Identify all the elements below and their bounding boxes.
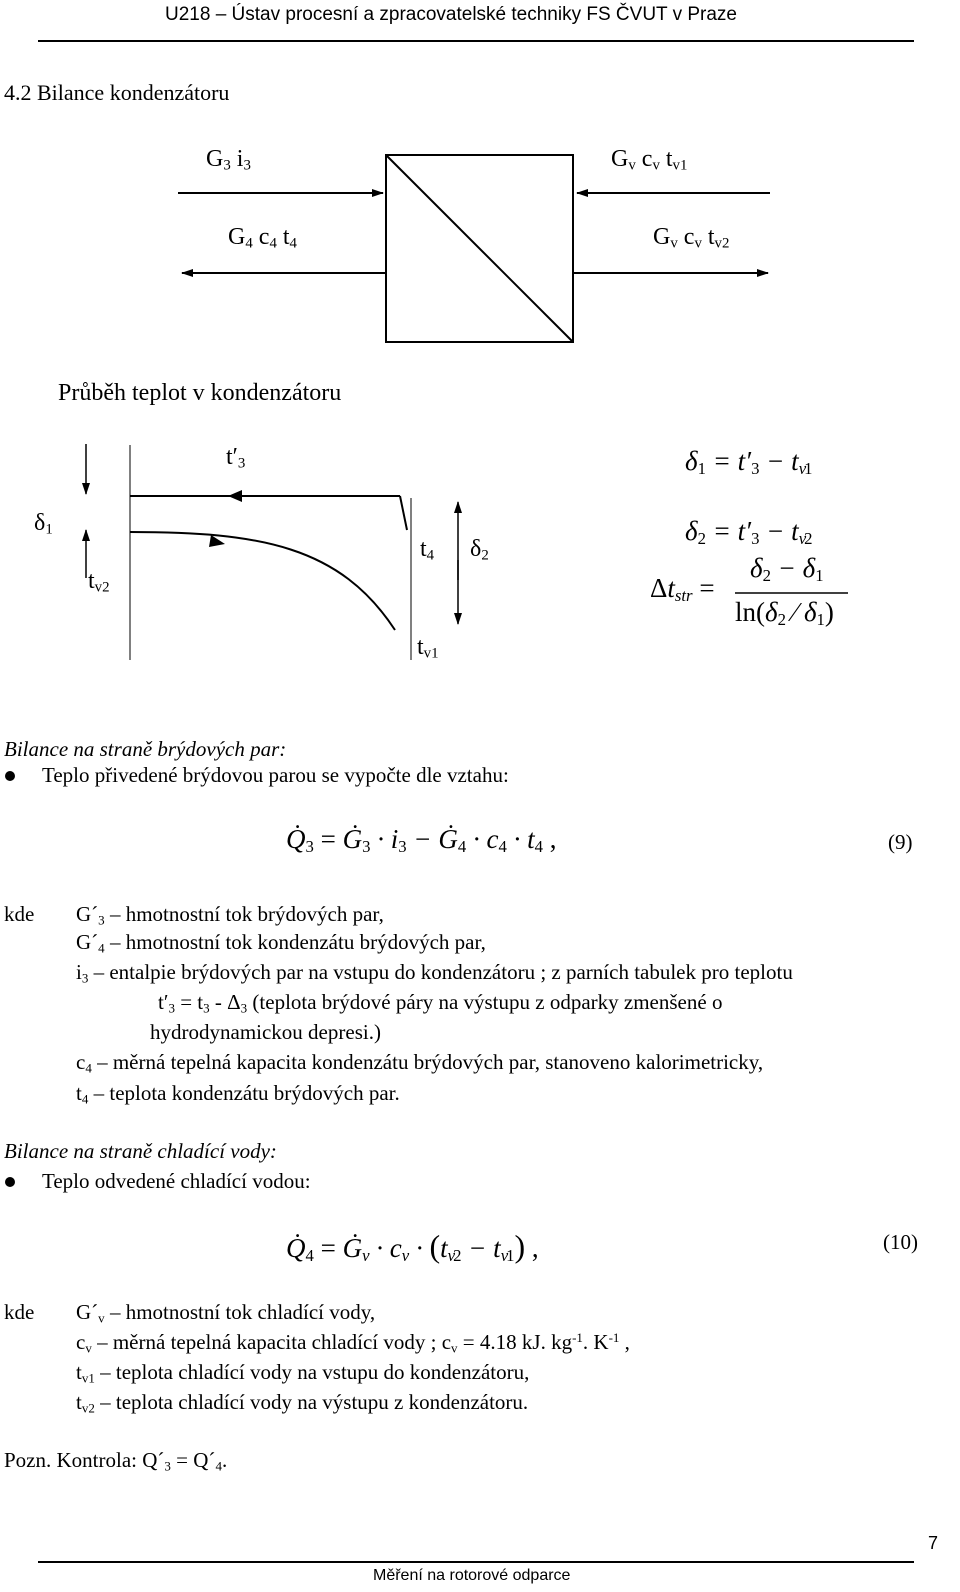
water-bullet-text: Teplo odvedené chladící vodou:	[42, 1169, 311, 1193]
footer-rule	[38, 1561, 914, 1563]
label-vapor-in: $G_3$ $i_3$	[206, 146, 251, 174]
kde-label: kde	[4, 902, 35, 926]
label-t3-prime: $t'_3$	[226, 444, 246, 472]
vapor-bullet-text: Teplo přivedené brýdovou parou se vypočte dle vztahu:	[42, 763, 509, 787]
formula-dt-lhs: $\Delta t_{str}$ =	[650, 573, 715, 606]
def-g4: $G´_4$ – hmotnostní tok kondenzátu brýdových par,	[76, 930, 486, 956]
label-t4: $t_4$	[420, 536, 435, 564]
kde-label: kde	[4, 1300, 35, 1324]
equation-9: $Q̇_3$ = $Ġ_3 \cdot i_3$ − $Ġ_4 \cdot c_4 \cdot t_4$ ,	[286, 824, 557, 857]
label-water-in: $G_v$ $c_v$ $t_{v1}$	[611, 146, 688, 174]
label-delta1: $\delta_1$	[34, 510, 53, 538]
footer-title: Měření na rotorové odparce	[373, 1567, 571, 1584]
def-tv2: $t_{v2}$ – teplota chladící vody na výstupu z kondenzátoru.	[76, 1390, 529, 1416]
label-condensate-out: $G_4$ $c_4$ $t_4$	[228, 224, 297, 252]
def-cv: $c_v$ – měrná tepelná kapacita chladící vody ; $c_v = 4.18$ kJ. $kg^{-1}$. $K^{-1}$ ,	[76, 1330, 630, 1356]
equation-number-9: (9)	[888, 830, 913, 854]
def-c4: $c_4$ – měrná tepelná kapacita kondenzátu brýdových par, stanoveno kalorimetricky,	[76, 1050, 764, 1076]
label-tv1: $t_{v1}$	[417, 634, 439, 662]
bullet-dot	[5, 771, 15, 781]
def-tv1: $t_{v1}$ – teplota chladící vody na vstupu do kondenzátoru,	[76, 1360, 530, 1386]
section-title: 4.2 Bilance kondenzátoru	[4, 80, 230, 105]
water-curve	[130, 532, 395, 630]
page-number: 7	[928, 1533, 939, 1553]
equation-10: $Q̇_4$ = $Ġ_v \cdot c_v \cdot (t_{v2} - t_{v1})$ ,	[286, 1228, 539, 1266]
label-delta2: $\delta_2$	[470, 536, 489, 564]
note-control: Pozn. Kontrola: $Q´_3$ = $Q´_4$.	[4, 1448, 228, 1474]
equation-number-10: (10)	[883, 1230, 918, 1254]
profile-title: Průběh teplot v kondenzátoru	[58, 380, 342, 406]
condenser-box	[386, 155, 573, 342]
vapor-heading: Bilance na straně brýdových par:	[4, 737, 287, 761]
header-institute: U218 – Ústav procesní a zpracovatelské techniky FS ČVUT v Praze	[165, 4, 738, 25]
bullet-dot	[5, 1177, 15, 1187]
def-i3: $i_3$ – entalpie brýdových par na vstupu do kondenzátoru ; z parních tabulek pro teplotu	[76, 960, 793, 986]
def-gv: $G´_v$ – hmotnostní tok chladící vody,	[76, 1300, 376, 1326]
subcooling-line	[400, 496, 407, 530]
def-g3: $G´_3$ – hmotnostní tok brýdových par,	[76, 902, 384, 928]
def-t3-prime: $t'_3 = t_3 - \Delta_3$ (teplota brýdové páry na výstupu z odparky zmenšené o	[158, 990, 723, 1016]
water-heading: Bilance na straně chladící vody:	[4, 1139, 277, 1163]
formula-dt-numerator: $\delta_2 - \delta_1$	[750, 553, 824, 586]
label-tv2: $t_{v2}$	[88, 568, 110, 596]
def-hydro: hydrodynamickou depresi.)	[150, 1020, 381, 1044]
label-water-out: $G_v$ $c_v$ $t_{v2}$	[653, 224, 730, 252]
formula-dt-denominator: $\ln(\delta_2$ ⁄ $\delta_1$)	[735, 597, 834, 630]
def-t4: $t_4$ – teplota kondenzátu brýdových par.	[76, 1081, 400, 1107]
formula-delta1: $\delta_1 = t'_3 - t_{v1}$	[685, 446, 813, 479]
formula-delta2: $\delta_2 = t'_3 - t_{v2}$	[685, 516, 813, 549]
